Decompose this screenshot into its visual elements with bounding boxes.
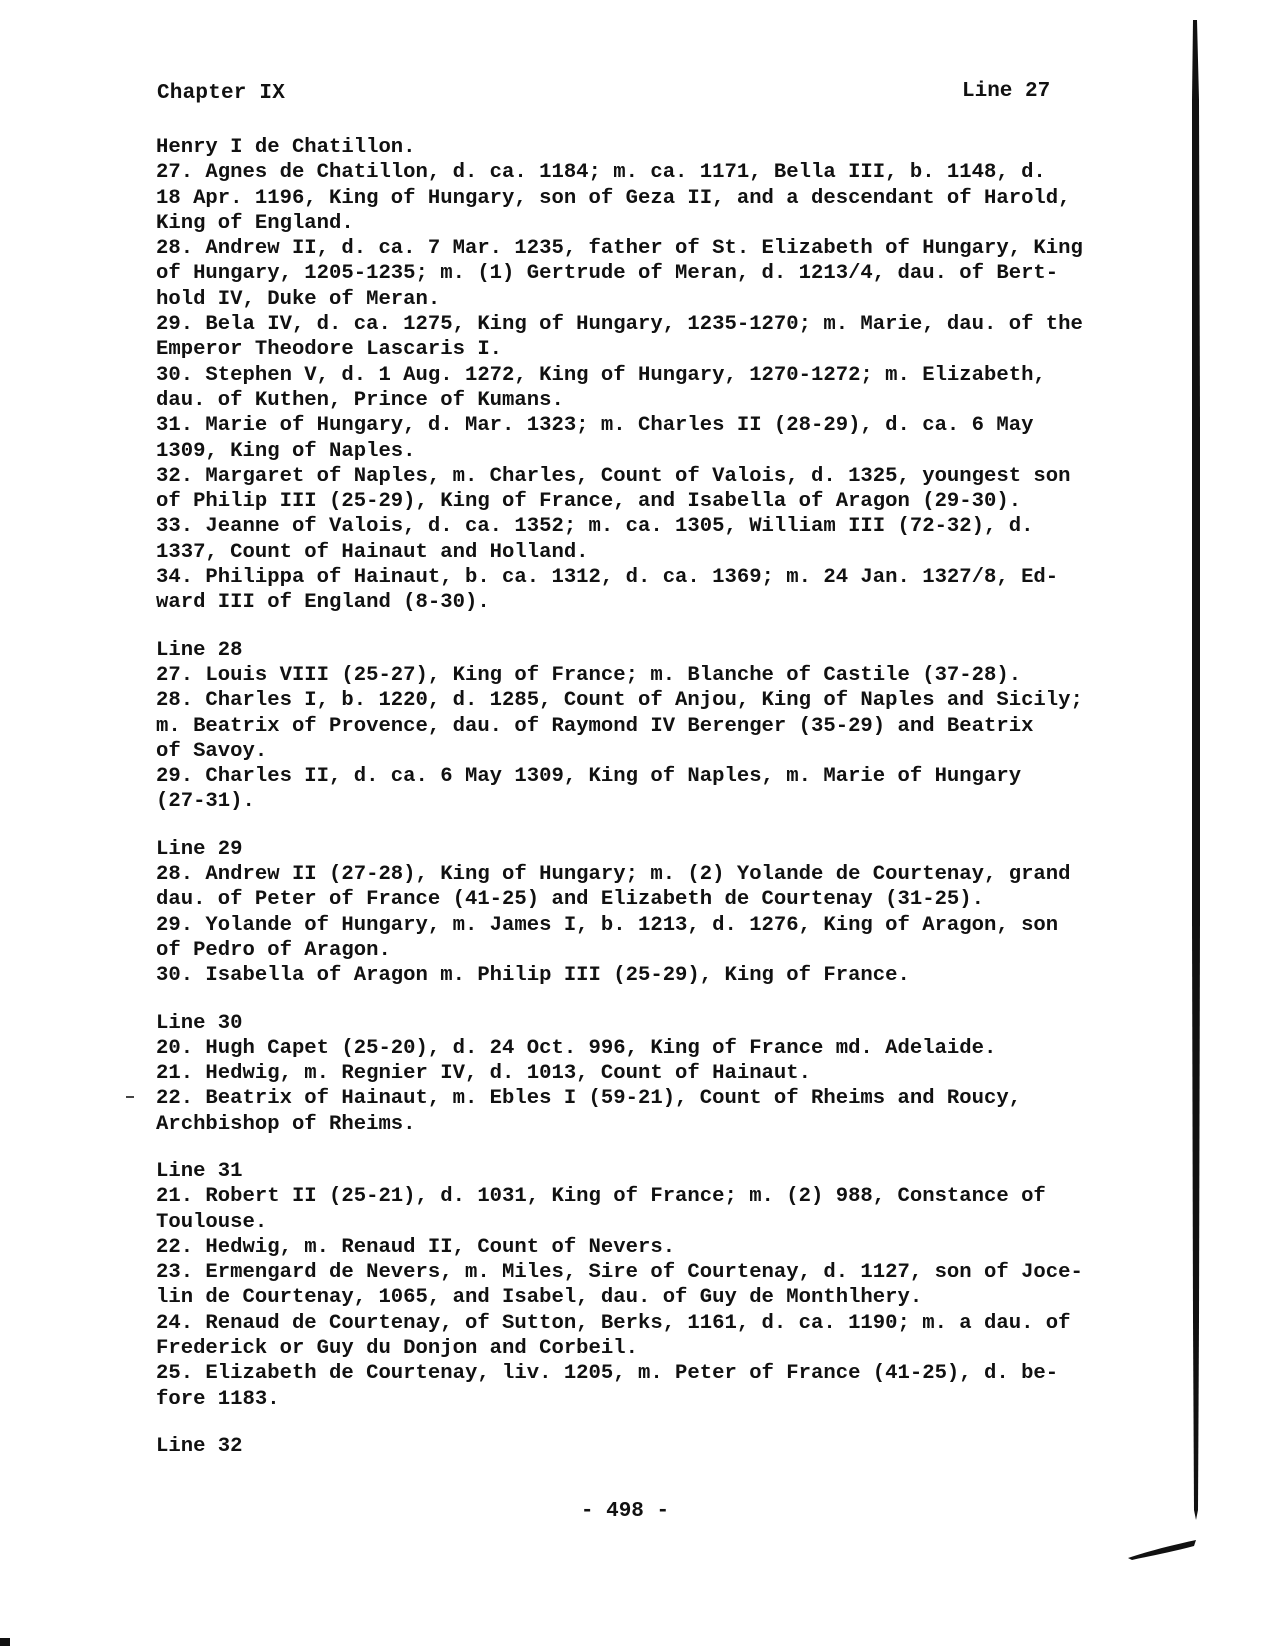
text-line: 34. Philippa of Hainaut, b. ca. 1312, d. ca. 1369; m. 24 Jan. 1327/8, Ed- bbox=[156, 566, 1059, 590]
text-line: of Philip III (25-29), King of France, and Isabella of Aragon (29-30). bbox=[156, 490, 1022, 514]
text-line: 32. Margaret of Naples, m. Charles, Count of Valois, d. 1325, youngest son bbox=[156, 464, 1071, 488]
text-line: 28. Andrew II, d. ca. 7 Mar. 1235, father of St. Elizabeth of Hungary, King bbox=[156, 237, 1083, 261]
section-spacer bbox=[156, 616, 1116, 638]
text-line: King of England. bbox=[156, 211, 354, 235]
text-line: Frederick or Guy du Donjon and Corbeil. bbox=[156, 1337, 638, 1361]
text-line: Archbishop of Rheims. bbox=[156, 1112, 416, 1136]
text-line: 33. Jeanne of Valois, d. ca. 1352; m. ca. 1305, William III (72-32), d. bbox=[156, 515, 1034, 539]
text-line: m. Beatrix of Provence, dau. of Raymond IV Berenger (35-29) and Beatrix bbox=[156, 714, 1034, 738]
text-line: 25. Elizabeth de Courtenay, liv. 1205, m. Peter of France (41-25), d. be- bbox=[156, 1362, 1059, 1386]
text-line: (27-31). bbox=[156, 790, 255, 814]
text-line: 29. Yolande of Hungary, m. James I, b. 1213, d. 1276, King of Aragon, son bbox=[156, 913, 1059, 937]
text-line: 27. Louis VIII (25-27), King of France; m. Blanche of Castile (37-28). bbox=[156, 663, 1022, 687]
line-reference-heading: Line 27 bbox=[962, 80, 1051, 103]
text-line: 28. Charles I, b. 1220, d. 1285, Count of Anjou, King of Naples and Sicily; bbox=[156, 689, 1083, 713]
text-line: of Savoy. bbox=[156, 739, 268, 763]
text-line: fore 1183. bbox=[156, 1387, 280, 1411]
text-line: 24. Renaud de Courtenay, of Sutton, Berks, 1161, d. ca. 1190; m. a dau. of bbox=[156, 1311, 1071, 1335]
bottom-left-corner-mark bbox=[0, 1636, 12, 1646]
section-spacer bbox=[156, 1412, 1116, 1434]
text-line: of Pedro of Aragon. bbox=[156, 938, 391, 962]
text-line: 28. Andrew II (27-28), King of Hungary; m. (2) Yolande de Courtenay, grand bbox=[156, 863, 1071, 887]
chapter-heading: Chapter IX bbox=[157, 82, 286, 105]
line-section-heading: Line 29 bbox=[156, 837, 243, 861]
text-line: 21. Hedwig, m. Regnier IV, d. 1013, Count of Hainaut. bbox=[156, 1062, 811, 1086]
line-section-heading: Line 31 bbox=[156, 1159, 243, 1183]
text-line: 31. Marie of Hungary, d. Mar. 1323; m. Charles II (28-29), d. ca. 6 May bbox=[156, 414, 1034, 438]
text-line: 1309, King of Naples. bbox=[156, 439, 416, 463]
text-line: 23. Ermengard de Nevers, m. Miles, Sire of Courtenay, d. 1127, son of Joce- bbox=[156, 1261, 1083, 1285]
text-line: Toulouse. bbox=[156, 1210, 268, 1234]
section-spacer bbox=[156, 815, 1116, 837]
text-line: 20. Hugh Capet (25-20), d. 24 Oct. 996, King of France md. Adelaide. bbox=[156, 1036, 997, 1060]
page-corner-smudge bbox=[1128, 1538, 1198, 1560]
page-number: - 498 - bbox=[580, 1500, 670, 1523]
text-line: 22. Hedwig, m. Renaud II, Count of Nevers. bbox=[156, 1235, 676, 1259]
text-line: 29. Bela IV, d. ca. 1275, King of Hungary, 1235-1270; m. Marie, dau. of the bbox=[156, 313, 1083, 337]
text-line: 18 Apr. 1196, King of Hungary, son of Geza II, and a descendant of Harold, bbox=[156, 186, 1071, 210]
text-line: Henry I de Chatillon. bbox=[156, 136, 416, 159]
genealogy-body-text bbox=[156, 135, 1116, 1459]
text-line: Emperor Theodore Lascaris I. bbox=[156, 338, 503, 362]
text-line: dau. of Peter of France (41-25) and Elizabeth de Courtenay (31-25). bbox=[156, 888, 985, 912]
text-line: 30. Stephen V, d. 1 Aug. 1272, King of Hungary, 1270-1272; m. Elizabeth, bbox=[156, 363, 1046, 387]
section-spacer bbox=[156, 989, 1116, 1011]
binding-edge-shadow bbox=[1188, 20, 1202, 1610]
text-line: hold IV, Duke of Meran. bbox=[156, 287, 441, 311]
text-line: 27. Agnes de Chatillon, d. ca. 1184; m. ca. 1171, Bella III, b. 1148, d. bbox=[156, 161, 1046, 185]
text-line: lin de Courtenay, 1065, and Isabel, dau. of Guy de Monthlhery. bbox=[156, 1286, 923, 1310]
line-section-heading: Line 28 bbox=[156, 638, 243, 662]
text-line: of Hungary, 1205-1235; m. (1) Gertrude of Meran, d. 1213/4, dau. of Bert- bbox=[156, 262, 1059, 286]
text-line: 21. Robert II (25-21), d. 1031, King of France; m. (2) 988, Constance of bbox=[156, 1185, 1046, 1209]
text-line: 29. Charles II, d. ca. 6 May 1309, King of Naples, m. Marie of Hungary bbox=[156, 765, 1022, 789]
text-line: 1337, Count of Hainaut and Holland. bbox=[156, 540, 589, 564]
text-line: 22. Beatrix of Hainaut, m. Ebles I (59-21), Count of Rheims and Roucy, bbox=[156, 1087, 1022, 1111]
section-spacer bbox=[156, 1137, 1116, 1159]
text-line: ward III of England (8-30). bbox=[156, 591, 490, 615]
stray-margin-mark bbox=[126, 1096, 134, 1098]
line-section-heading: Line 32 bbox=[156, 1434, 243, 1458]
line-section-heading: Line 30 bbox=[156, 1011, 243, 1035]
text-line: dau. of Kuthen, Prince of Kumans. bbox=[156, 388, 564, 412]
text-line: 30. Isabella of Aragon m. Philip III (25-29), King of France. bbox=[156, 964, 910, 988]
